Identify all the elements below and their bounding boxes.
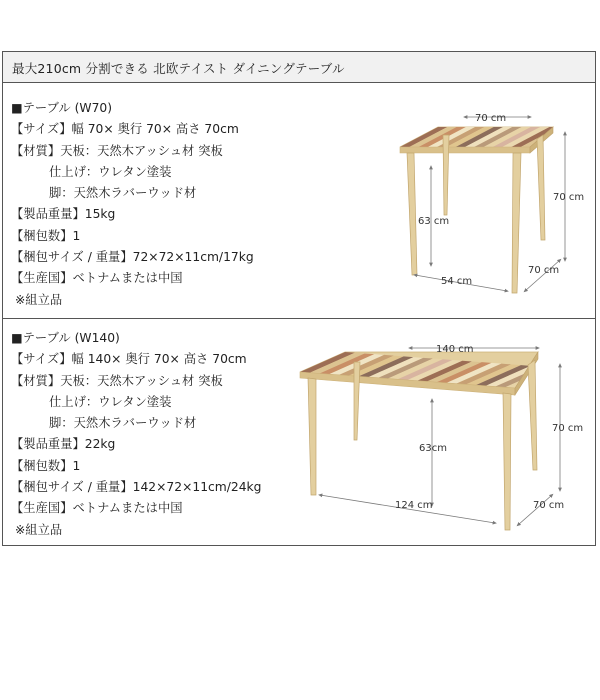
spec-weight: 【製品重量】22kg (11, 437, 116, 452)
dim-width-label: 70 cm (475, 113, 507, 124)
table-w70-illustration (395, 105, 595, 305)
table-w140-illustration (290, 340, 590, 540)
spec-origin: 【生産国】ベトナムまたは中国 (11, 271, 183, 286)
spec-weight: 【製品重量】15kg (11, 207, 116, 222)
dim-inner-label: 54 cm (441, 276, 473, 287)
spec-finish: 仕上げ：ウレタン塗装 (49, 164, 172, 179)
dim-depth-label: 70 cm (533, 500, 565, 511)
spec-size: 【サイズ】幅 70× 奥行 70× 高さ 70cm (11, 122, 239, 137)
spec-size: 【サイズ】幅 140× 奥行 70× 高さ 70cm (11, 352, 247, 367)
spec-heading: ■テーブル (W140) (11, 331, 120, 345)
dim-depth-label: 70 cm (528, 265, 560, 276)
dim-height-label: 70 cm (553, 192, 585, 203)
dim-inner-label: 124 cm (395, 500, 433, 511)
spec-package-count: 【梱包数】1 (11, 228, 81, 243)
spec-package-size: 【梱包サイズ / 重量】72×72×11cm/17kg (11, 250, 254, 265)
spec-package-size: 【梱包サイズ / 重量】142×72×11cm/24kg (11, 480, 262, 495)
spec-list-w70 (11, 98, 254, 311)
spec-finish: 仕上げ：ウレタン塗装 (49, 394, 172, 409)
table-legs (407, 135, 545, 293)
spec-heading: ■テーブル (W70) (11, 101, 113, 115)
spec-assembly-note: ※組立品 (15, 522, 63, 537)
spec-list-w140 (11, 328, 261, 541)
page-title: 最大210cm 分割できる 北欧テイスト ダイニングテーブル (12, 61, 345, 76)
spec-package-count: 【梱包数】1 (11, 458, 81, 473)
spec-material: 【材質】天板：天然木アッシュ材 突板 (11, 143, 223, 158)
dim-height-label: 70 cm (552, 423, 584, 434)
dim-leg-height-label: 63cm (419, 443, 447, 454)
table-top (300, 352, 560, 395)
spec-legs: 脚：天然木ラバーウッド材 (49, 186, 197, 201)
section-divider (3, 318, 595, 319)
header-bar (3, 52, 595, 83)
dim-leg-height-label: 63 cm (418, 216, 450, 227)
spec-assembly-note: ※組立品 (15, 292, 63, 307)
dim-width-label: 140 cm (436, 344, 474, 355)
spec-material: 【材質】天板：天然木アッシュ材 突板 (11, 373, 223, 388)
spec-origin: 【生産国】ベトナムまたは中国 (11, 501, 183, 516)
spec-legs: 脚：天然木ラバーウッド材 (49, 416, 197, 431)
